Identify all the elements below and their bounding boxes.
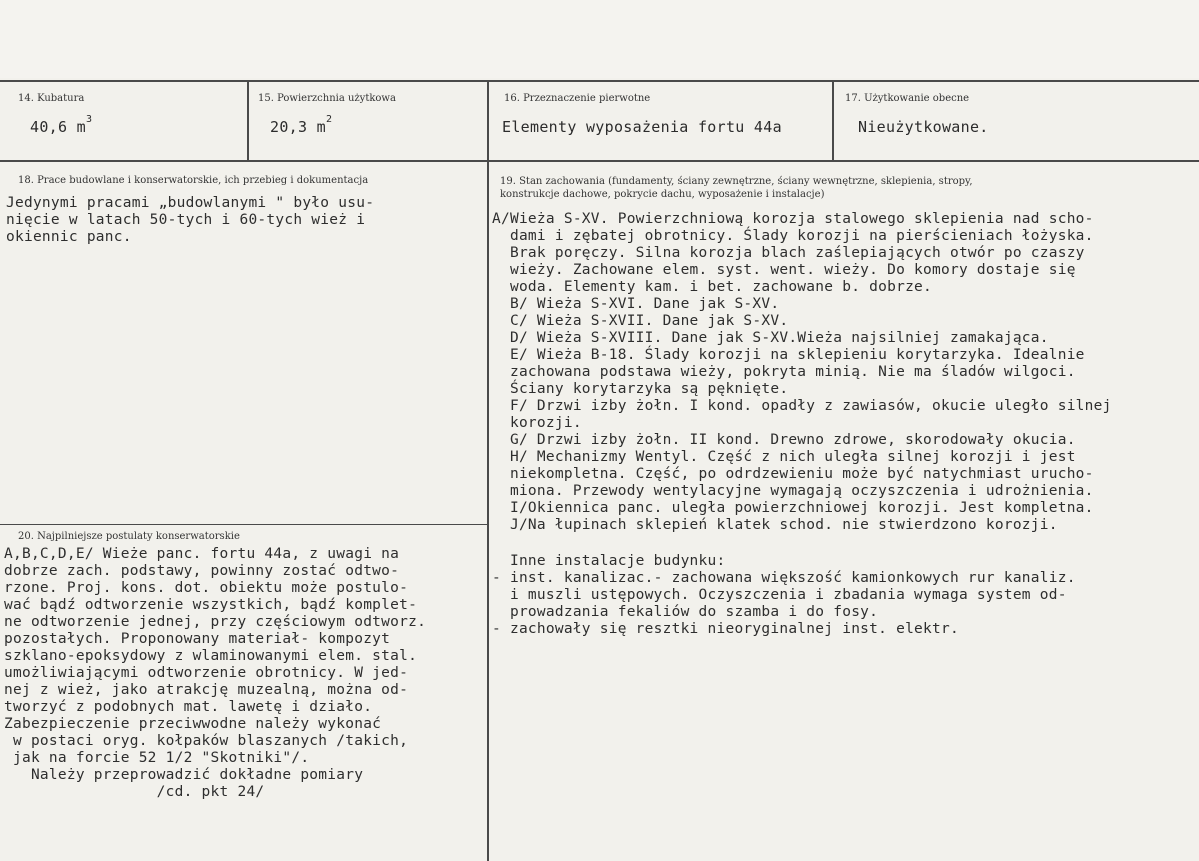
field-19-line: miona. Przewody wentylacyjne wymagają oczyszczenia i udrożnienia. [492,483,1094,499]
field-20-line: dobrze zach. podstawy, powinny zostać odtwo- [4,563,400,579]
field-20-line: w postaci oryg. kołpaków blaszanych /takich, [4,733,409,749]
field-20-line: jak na forcie 52 1/2 "Skotniki"/. [4,750,310,766]
field-19-line: I/Okiennica panc. uległa powierzchniowej korozji. Jest kompletna. [492,500,1094,516]
field-19-line: E/ Wieża B-18. Ślady korozji na sklepieniu korytarzyka. Idealnie [492,347,1085,363]
field-15-label: 15. Powierzchnia użytkowa [258,93,396,104]
field-20-line: A,B,C,D,E/ Wieże panc. fortu 44a, z uwagi na [4,546,400,562]
field-19-line: zachowana podstawa wieży, pokryta minią. Nie ma śladów wilgoci. [492,364,1076,380]
field-20-line: pozostałych. Proponowany materiał- kompozyt [4,631,391,647]
row-divider [0,160,1199,162]
col-divider-15-16 [487,80,489,162]
field-15-value [270,114,333,136]
field-18-label: 18. Prace budowlane i konserwatorskie, ich przebieg i dokumentacja [18,175,369,186]
field-19-line: prowadzania fekaliów do szamba i do fosy. [492,604,879,620]
field-19-line: niekompletna. Część, po odrdzewieniu może być natychmiast urucho- [492,466,1094,482]
field-15-unit-exponent: 2 [326,114,333,125]
field-14-value-text: 40,6 m [30,118,86,136]
section-20-top-border [0,524,488,525]
col-divider-14-15 [247,80,249,162]
field-20-line: szklano-epoksydowy z wlaminowanymi elem. stal. [4,648,418,664]
field-19-line: G/ Drzwi izby żołn. II kond. Drewno zdrowe, skorodowały okucia. [492,432,1076,448]
field-18-line: Jedynymi pracami „budowlanymi " było usu- [6,195,375,211]
field-20-line: wać bądź odtworzenie wszystkich, bądź komplet- [4,597,418,613]
field-19-line: B/ Wieża S-XVI. Dane jak S-XV. [492,296,780,312]
field-19-line: - zachowały się resztki nieoryginalnej inst. elektr. [492,621,959,637]
field-20-line: Należy przeprowadzić dokładne pomiary [4,767,364,783]
row-top-border [0,80,1199,82]
field-16-value: Elementy wyposażenia fortu 44a [502,118,782,136]
field-19-label-line: 19. Stan zachowania (fundamenty, ściany zewnętrzne, ściany wewnętrzne, sklepienia, stropy, [500,176,973,187]
field-19-line: H/ Mechanizmy Wentyl. Część z nich uległa silnej korozji i jest [492,449,1076,465]
field-19-line: dami i zębatej obrotnicy. Ślady korozji na pierścieniach łożyska. [492,228,1094,244]
field-20-line: rzone. Proj. kons. dot. obiektu może postulo- [4,580,409,596]
col-divider-main [487,160,489,861]
field-20-line: tworzyć z podobnych mat. lawetę i działo. [4,699,373,715]
field-19-line: A/Wieża S-XV. Powierzchniową korozja stalowego sklepienia nad scho- [492,211,1094,227]
field-17-value: Nieużytkowane. [858,118,989,136]
field-19-line: Inne instalacje budynku: [492,553,726,569]
field-14-unit-exponent: 3 [86,114,93,125]
field-20-line: umożliwiającymi odtworzenie obrotnicy. W jed- [4,665,409,681]
field-19-line: Brak poręczy. Silna korozja blach zaślepiających otwór po czaszy [492,245,1085,261]
field-17-label: 17. Użytkowanie obecne [845,93,970,104]
field-20-line: /cd. pkt 24/ [4,784,265,800]
field-18-line: nięcie w latach 50-tych i 60-tych wież i [6,212,366,228]
field-19-line: i muszli ustępowych. Oczyszczenia i zbadania wymaga system od- [492,587,1067,603]
field-19-line: wieży. Zachowane elem. syst. went. wieży. Do komory dostaje się [492,262,1076,278]
field-19-line: D/ Wieża S-XVIII. Dane jak S-XV.Wieża najsilniej zamakająca. [492,330,1049,346]
field-14-label: 14. Kubatura [18,93,85,104]
field-20-line: ne odtworzenie jednej, przy częściowym odtworz. [4,614,427,630]
field-19-label-line: konstrukcje dachowe, pokrycie dachu, wyposażenie i instalacje) [500,189,825,200]
field-19-line: F/ Drzwi izby żołn. I kond. opadły z zawiasów, okucie uległo silnej [492,398,1112,414]
col-divider-16-17 [832,80,834,162]
field-19-line: J/Na łupinach sklepień klatek schod. nie stwierdzono korozji. [492,517,1058,533]
field-16-label: 16. Przeznaczenie pierwotne [504,93,651,104]
field-19-label [500,175,973,201]
field-19-line: korozji. [492,415,582,431]
field-19-line: woda. Elementy kam. i bet. zachowane b. dobrze. [492,279,933,295]
field-20-line: Zabezpieczenie przeciwwodne należy wykonać [4,716,382,732]
field-14-value [30,114,93,136]
field-15-value-text: 20,3 m [270,118,326,136]
field-18-line: okiennic panc. [6,229,132,245]
field-19-line: - inst. kanalizac.- zachowana większość kamionkowych rur kanaliz. [492,570,1076,586]
field-19-line: C/ Wieża S-XVII. Dane jak S-XV. [492,313,789,329]
card-top-margin [0,0,1199,78]
field-19-line: Ściany korytarzyka są pęknięte. [492,381,789,397]
field-20-line: nej z wież, jako atrakcję muzealną, można od- [4,682,409,698]
field-20-label: 20. Najpilniejsze postulaty konserwatorskie [18,531,240,542]
